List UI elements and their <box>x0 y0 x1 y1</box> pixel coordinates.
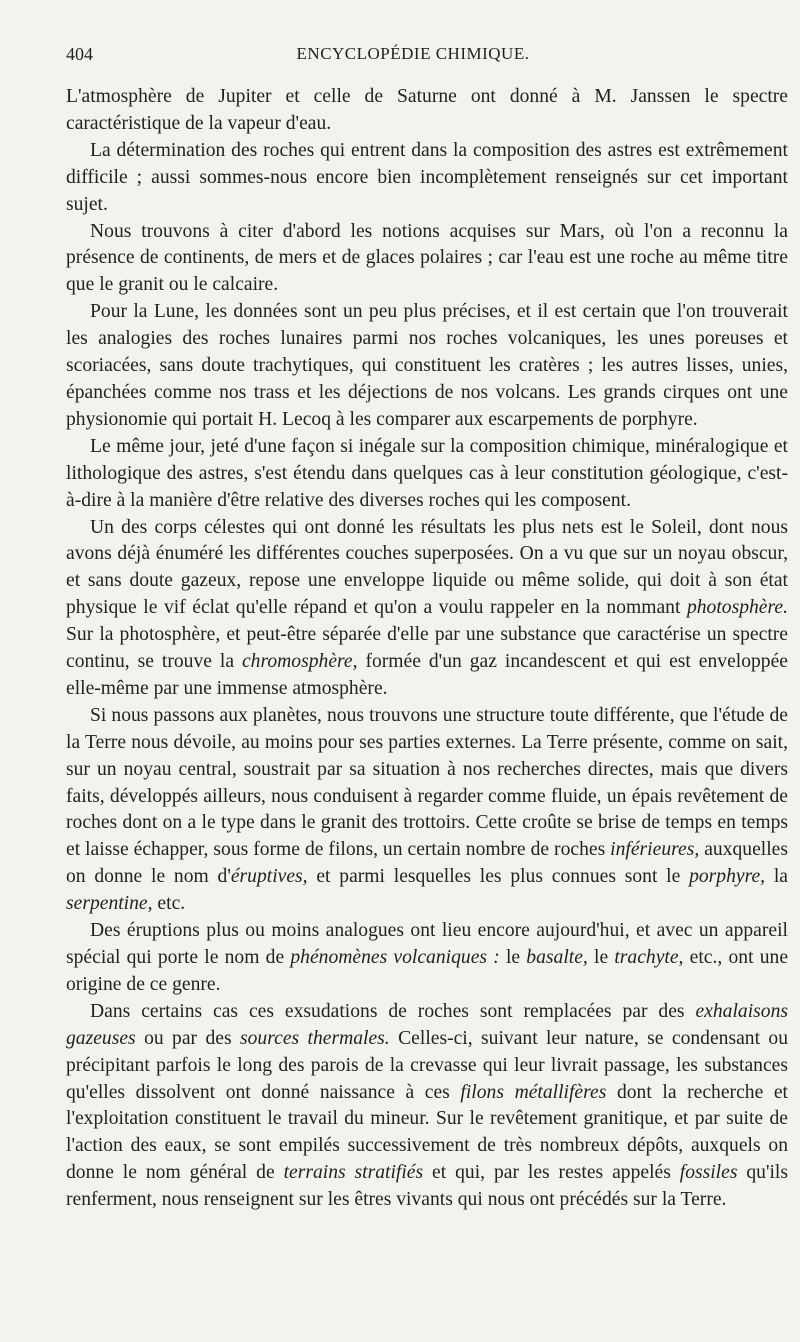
text-run: le <box>499 947 527 968</box>
paragraph <box>66 138 788 219</box>
text-run: Des éruptions plus ou moins analogues ont lieu encore aujourd'hui, et avec un appareil spécial qui porte le nom de <box>66 920 788 968</box>
text-run: auxquelles on donne le nom d' <box>66 839 788 888</box>
text-run: Si nous passons aux planètes, nous trouvons une structure toute différente, que l'étude de la Terre nous dévoile, au moins pour ses parties externes. La Terre présente, comme on sait, sur un noyau central, soustrait par sa situation à nos recherches directes, mais que divers faits, développés ailleurs, nous conduisent à regarder comme fluide, un épais revêtement de roches dont on a le type dans le granit des trottoirs. Cette croûte se brise de temps en temps et laisse échapper, sous forme de filons, un certain nombre de roches <box>66 704 788 861</box>
italic-term: serpentine, <box>66 893 153 915</box>
text-run: la <box>765 866 788 888</box>
text-run: etc., ont une origine de ce genre. <box>66 947 789 995</box>
paragraph <box>66 703 788 918</box>
text-run: Dans certains cas ces exsudations de roches sont remplacées par des <box>90 1000 696 1022</box>
text-run: ou par des <box>135 1027 240 1049</box>
italic-term: chromosphère, <box>241 651 358 673</box>
italic-term: photosphère. <box>686 597 788 619</box>
text-run: formée d'un gaz incandescent et qui est enveloppée elle-même par une immense atmosphère. <box>66 651 788 699</box>
italic-term: exhalaisons gazeuses <box>66 1000 788 1049</box>
italic-term: inférieures, <box>610 839 700 861</box>
page-number: 404 <box>66 44 93 64</box>
text-run: L'atmosphère de Jupiter et celle de Saturne ont donné à M. Janssen le spectre caractéristique de la vapeur d'eau. <box>66 86 788 134</box>
text-run: Le même jour, jeté d'une façon si inégale sur la composition chimique, minéralogique et lithologique des astres, s'est étendu dans quelques cas à leur constitution géologique, c'est-à-dire à la manière d'être relative des diverses roches qui les composent. <box>66 435 788 511</box>
running-header <box>66 40 760 68</box>
italic-term: filons métallifères <box>460 1081 607 1103</box>
paragraph <box>66 219 788 300</box>
paragraph <box>66 434 788 515</box>
paragraph <box>66 999 788 1214</box>
body-text <box>66 84 788 1214</box>
italic-term: sources thermales. <box>240 1027 390 1049</box>
italic-term: terrains stratifiés <box>283 1162 424 1184</box>
italic-term: trachyte, <box>614 947 684 968</box>
text-run: Sur la photosphère, et peut-être séparée d'elle par une substance que caractérise un spectre continu, se trouve la <box>66 624 788 673</box>
italic-term: porphyre, <box>689 866 766 888</box>
text-run: Celles-ci, suivant leur nature, se condensant ou précipitant parfois le long des parois de la crevasse qui leur livrait passage, les substances qu'elles dissolvent ont donné naissance à ces <box>66 1027 789 1103</box>
text-run: le <box>587 947 615 968</box>
text-run: dont la recherche et l'exploitation constituent le travail du mineur. Sur le revêtement granitique, et par suite de l'action des eaux, se sont empilés successivement de très nombreux dépôts, auxquels on donne le nom général de <box>66 1081 789 1184</box>
italic-term: phénomènes volcaniques : <box>290 947 500 968</box>
text-run: etc. <box>152 893 186 915</box>
text-run: qu'ils renferment, nous renseignent sur les êtres vivants qui nous ont précédés sur la Terre. <box>66 1162 789 1211</box>
paragraph <box>66 84 788 138</box>
text-run: et qui, par les restes appelés <box>423 1162 680 1184</box>
text-run: Pour la Lune, les données sont un peu plus précises, et il est certain que l'on trouverait les analogies des roches lunaires parmi nos roches volcaniques, les unes poreuses et scoriacées, sans doute trachytiques, qui constituent les cratères ; les autres lisses, unies, épanchées comme nos trass et les déjections de nos volcans. Les grands cirques ont une physionomie qui portait H. Lecoq à les comparer aux escarpements de porphyre. <box>66 301 788 430</box>
paragraph <box>66 299 788 434</box>
text-run: Un des corps célestes qui ont donné les résultats les plus nets est le Soleil, dont nous avons déjà énuméré les différentes couches superposées. On a vu que sur un noyau obscur, et sans doute gazeux, repose une enveloppe liquide ou même solide, qui doit à son état physique le vif éclat qu'elle répand et qu'on a voulu rappeler en la nommant <box>66 516 788 619</box>
italic-term: éruptives, <box>230 866 308 888</box>
running-title: ENCYCLOPÉDIE CHIMIQUE. <box>296 44 530 63</box>
text-run: La détermination des roches qui entrent dans la composition des astres est extrêmement difficile ; aussi sommes-nous encore bien incomplètement renseignés sur cet important sujet. <box>66 139 788 215</box>
paragraph <box>66 918 788 999</box>
text-run: Nous trouvons à citer d'abord les notions acquises sur Mars, où l'on a reconnu la présence de continents, de mers et de glaces polaires ; car l'eau est une roche au même titre que le granit ou le calcaire. <box>66 220 788 296</box>
paragraph <box>66 515 788 703</box>
italic-term: basalte, <box>526 947 588 968</box>
text-run: et parmi lesquelles les plus connues sont le <box>307 866 690 888</box>
italic-term: fossiles <box>679 1162 738 1184</box>
